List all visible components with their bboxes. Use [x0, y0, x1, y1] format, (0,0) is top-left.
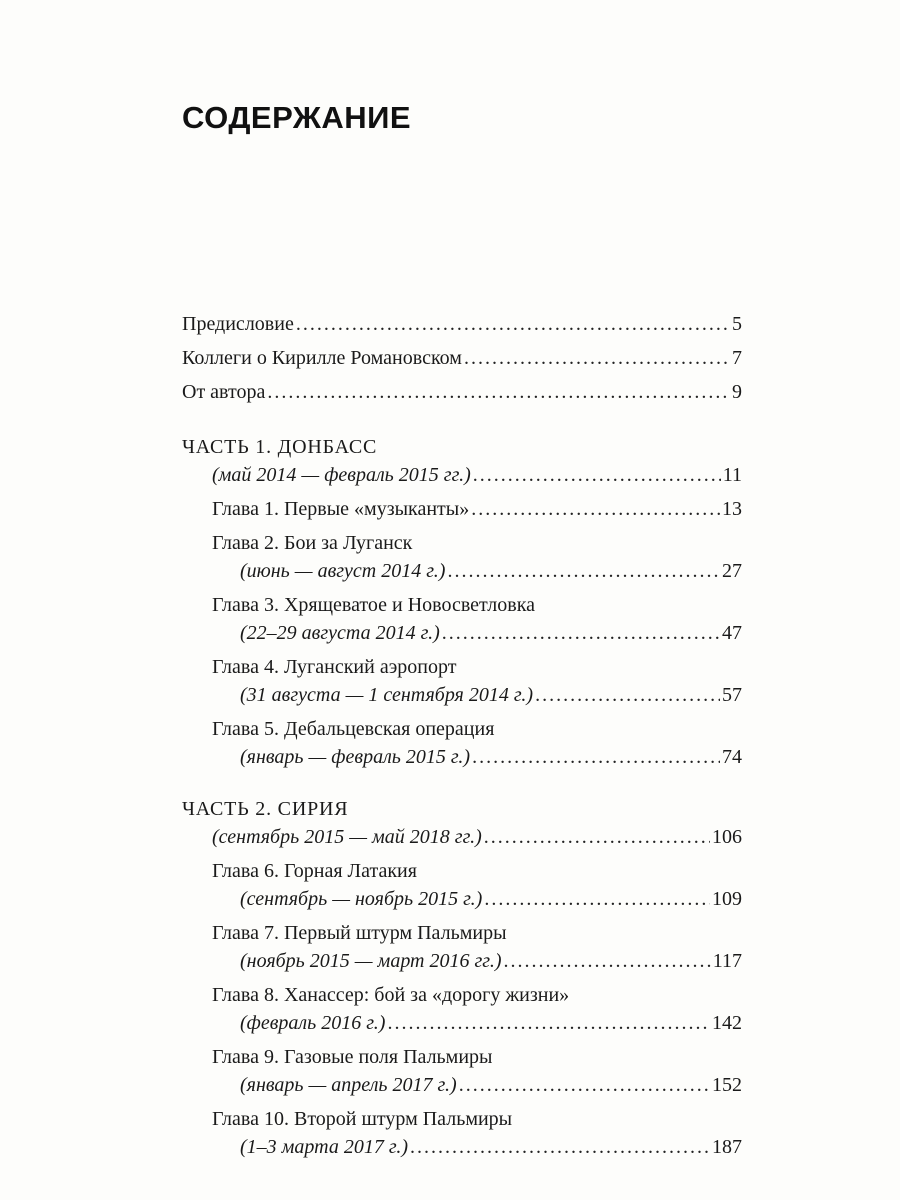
dot-leader: [296, 310, 730, 338]
toc-entry-chapter-4[interactable]: [182, 681, 742, 709]
part-heading-syria[interactable]: ЧАСТЬ 2. СИРИЯ: [182, 798, 349, 820]
toc-chapter-10-title[interactable]: Глава 10. Второй штурм Пальмиры: [212, 1108, 513, 1130]
dot-leader: [410, 1133, 710, 1161]
dot-leader: [471, 495, 720, 523]
toc-entry-chapter-2[interactable]: [182, 557, 742, 585]
toc-chapter-4-title[interactable]: Глава 4. Луганский аэропорт: [212, 656, 457, 678]
toc-entry-dates: (сентябрь — ноябрь 2015 г.): [240, 888, 483, 910]
toc-page-number: 57: [722, 684, 742, 706]
toc-page-number: 7: [732, 347, 742, 369]
toc-page-number: 5: [732, 313, 742, 335]
toc-entry-dates: (январь — апрель 2017 г.): [240, 1074, 457, 1096]
toc-entry-chapter-5[interactable]: [182, 743, 742, 771]
toc-page-number: 11: [722, 464, 742, 486]
toc-chapter-3-title[interactable]: Глава 3. Хрящеватое и Новосветловка: [212, 594, 536, 616]
toc-entry-preface[interactable]: [182, 310, 742, 338]
toc-entry-label: Предисловие: [182, 313, 294, 335]
toc-page-number: 142: [712, 1012, 742, 1034]
dot-leader: [464, 344, 730, 372]
toc-entry-colleagues[interactable]: [182, 344, 742, 372]
dot-leader: [442, 619, 720, 647]
toc-entry-dates: (1–3 марта 2017 г.): [240, 1136, 409, 1158]
toc-entry-chapter-9[interactable]: [182, 1071, 742, 1099]
toc-chapter-7-title[interactable]: Глава 7. Первый штурм Пальмиры: [212, 922, 507, 944]
toc-page-number: 13: [722, 498, 742, 520]
toc-page-number: 152: [712, 1074, 742, 1096]
toc-chapter-2-title[interactable]: Глава 2. Бои за Луганск: [212, 532, 413, 554]
toc-chapter-5-title[interactable]: Глава 5. Дебальцевская операция: [212, 718, 495, 740]
dot-leader: [472, 743, 720, 771]
toc-page-number: 9: [732, 381, 742, 403]
dot-leader: [535, 681, 720, 709]
toc-entry-chapter-8[interactable]: [182, 1009, 742, 1037]
toc-entry-dates: (ноябрь 2015 — март 2016 гг.): [240, 950, 502, 972]
toc-entry-part2-dates[interactable]: [182, 823, 742, 851]
page-title: СОДЕРЖАНИЕ: [182, 100, 412, 135]
part-heading-donbass[interactable]: ЧАСТЬ 1. ДОНБАСС: [182, 436, 378, 458]
dot-leader: [484, 885, 710, 913]
toc-chapter-8-title[interactable]: Глава 8. Ханассер: бой за «дорогу жизни»: [212, 984, 570, 1006]
toc-entry-chapter-1[interactable]: [182, 495, 742, 523]
dot-leader: [387, 1009, 710, 1037]
toc-entry-dates: (31 августа — 1 сентября 2014 г.): [240, 684, 534, 706]
dot-leader: [473, 461, 721, 489]
toc-entry-chapter-3[interactable]: [182, 619, 742, 647]
toc-entry-chapter-10[interactable]: [182, 1133, 742, 1161]
toc-entry-part1-dates[interactable]: [182, 461, 742, 489]
toc-chapter-9-title[interactable]: Глава 9. Газовые поля Пальмиры: [212, 1046, 493, 1068]
toc-entry-label: От автора: [182, 381, 266, 403]
toc-page-number: 187: [712, 1136, 742, 1158]
dot-leader: [504, 947, 711, 975]
toc-entry-dates: (сентябрь 2015 — май 2018 гг.): [212, 826, 482, 848]
toc-entry-label: Глава 1. Первые «музыканты»: [212, 498, 470, 520]
toc-page-number: 74: [722, 746, 742, 768]
toc-page-number: 106: [712, 826, 742, 848]
toc-entry-label: Коллеги о Кирилле Романовском: [182, 347, 462, 369]
toc-entry-chapter-7[interactable]: [182, 947, 742, 975]
toc-entry-dates: (22–29 августа 2014 г.): [240, 622, 440, 644]
toc-chapter-6-title[interactable]: Глава 6. Горная Латакия: [212, 860, 417, 882]
dot-leader: [484, 823, 710, 851]
toc-page-number: 27: [722, 560, 742, 582]
toc-entry-dates: (май 2014 — февраль 2015 гг.): [212, 464, 471, 486]
toc-page-number: 117: [712, 950, 742, 972]
dot-leader: [447, 557, 720, 585]
dot-leader: [459, 1071, 710, 1099]
table-of-contents: [182, 310, 742, 1161]
toc-entry-dates: (июнь — август 2014 г.): [240, 560, 446, 582]
toc-entry-chapter-6[interactable]: [182, 885, 742, 913]
toc-page-number: 47: [722, 622, 742, 644]
toc-entry-dates: (январь — февраль 2015 г.): [240, 746, 471, 768]
dot-leader: [267, 378, 730, 406]
toc-page-number: 109: [712, 888, 742, 910]
toc-entry-from-author[interactable]: [182, 378, 742, 406]
toc-entry-dates: (февраль 2016 г.): [240, 1012, 386, 1034]
